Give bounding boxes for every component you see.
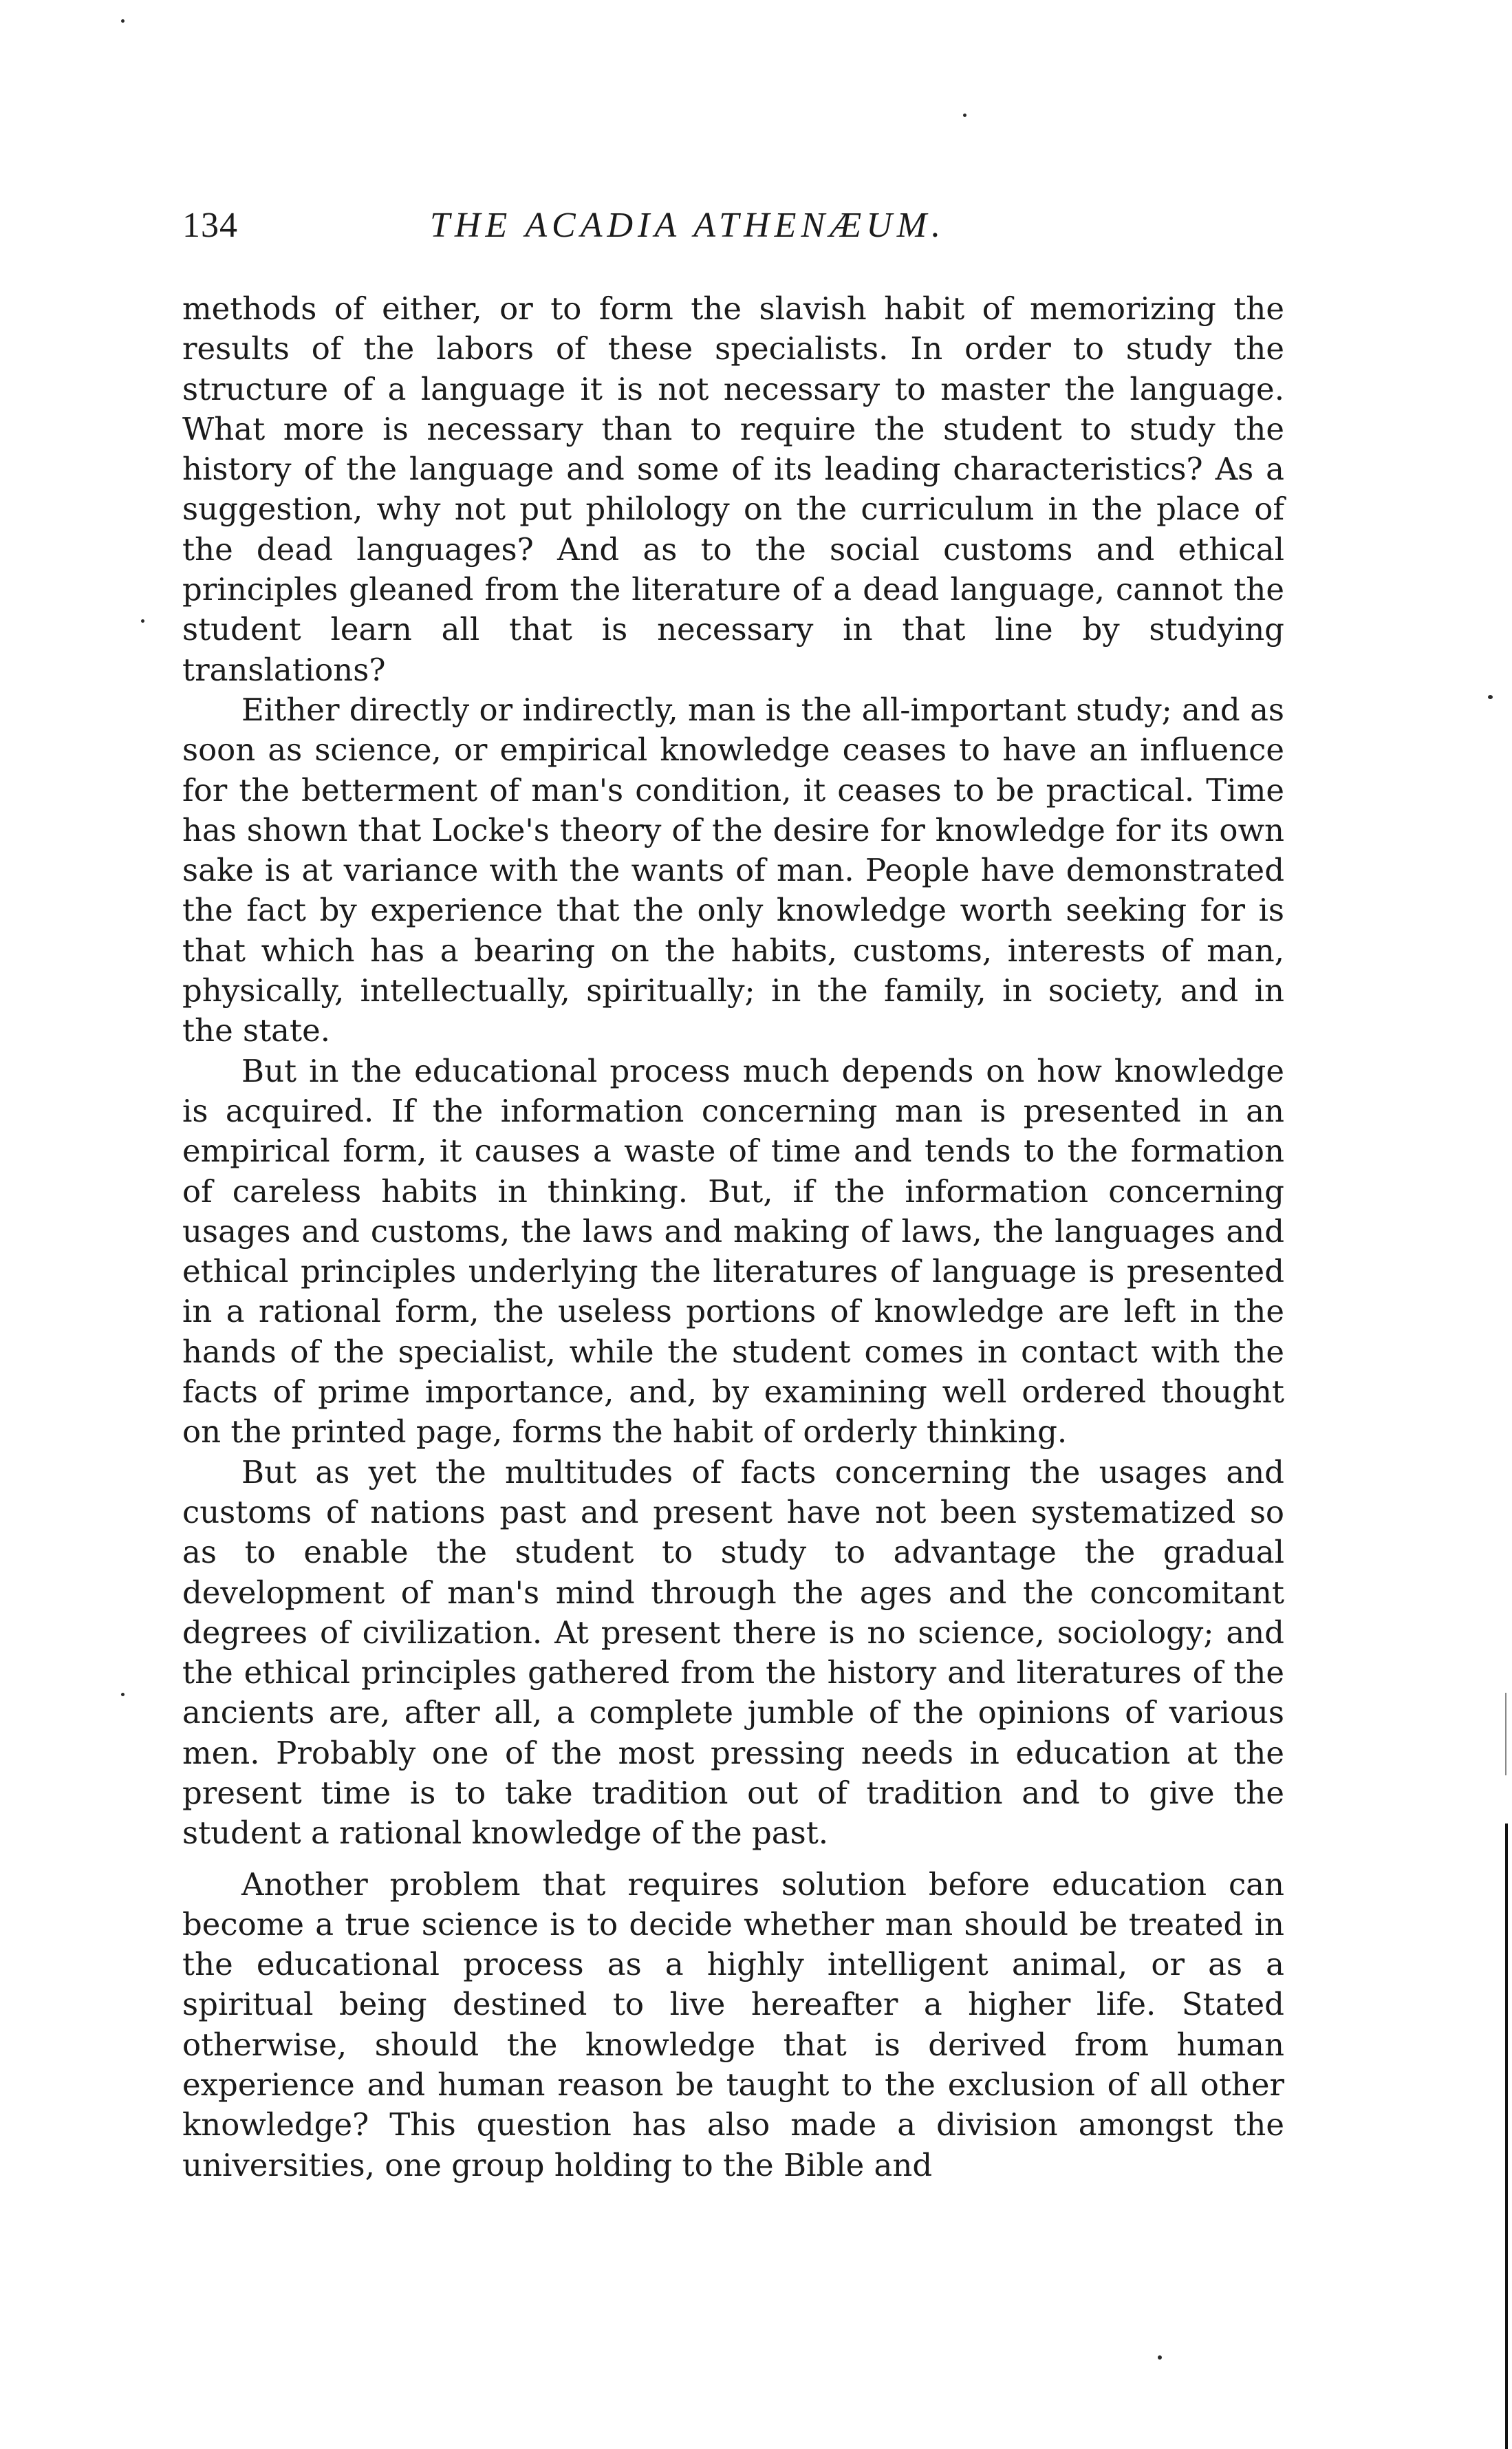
scan-speck: [141, 619, 144, 623]
scan-speck: [121, 19, 125, 23]
paragraph-1: methods of either, or to form the slavish habit of memorizing the results of the labors of these specialists. In order to study the structure of a language it is not necessary to master the language. What more is necessary than to require the student to study the history of the language and some of its leading characteristics? As a suggestion, why not put philology on the curriculum in the place of the dead languages? And as to the social customs and ethical principles gleaned from the literature of a dead language, cannot the student learn all that is necessary in that line by studying translations?: [182, 290, 1284, 688]
page-edge-line: [1505, 1693, 1506, 1775]
paragraph-3: But in the educational process much depends on how knowledge is acquired. If the information concerning man is presented in an empirical form, it causes a waste of time and tends to the formation of careless habits in thinking. But, if the information concerning usages and customs, the laws and making of laws, the languages and ethical principles underlying the literatures of language is presented in a rational form, the useless portions of knowledge are left in the hands of the specialist, while the student comes in contact with the facts of prime importance, and, by examining well ordered thought on the printed page, forms the habit of orderly thinking.: [182, 1052, 1284, 1451]
paragraph-2: Either directly or indirectly, man is the all-important study; and as soon as science, or empirical knowledge ceases to have an influence for the betterment of man's condition, it ceases to be practical. Time has shown that Locke's theory of the desire for knowledge for its own sake is at variance with the wants of man. People have demonstrated the fact by experience that the only knowledge worth seeking for is that which has a bearing on the habits, customs, interests of man, physically, intellectually, spiritually; in the family, in society, and in the state.: [182, 691, 1284, 1049]
scan-speck: [1488, 695, 1493, 699]
page-number: 134: [182, 206, 238, 245]
running-title: THE ACADIA ATHENÆUM.: [430, 206, 946, 245]
scan-speck: [1158, 2355, 1162, 2360]
article-body: [182, 289, 1284, 2185]
scan-speck: [963, 114, 966, 117]
scan-speck: [121, 1693, 125, 1696]
page-header: [182, 205, 1283, 253]
paragraph-5: Another problem that requires solution before education can become a true science is to decide whether man should be treated in the educational process as a highly intelligent animal, or as a spiritual being destined to live hereafter a higher life. Stated otherwise, should the knowledge that is derived from human experience and human reason be taught to the exclusion of all other knowledge? This question has also made a division amongst the universities, one group holding to the Bible and: [182, 1865, 1284, 2183]
page-edge-line: [1505, 1824, 1508, 2449]
paragraph-4: But as yet the multitudes of facts concerning the usages and customs of nations past and present have not been systematized so as to enable the student to study to advantage the gradual development of man's mind through the ages and the concomitant degrees of civilization. At present there is no science, sociology; and the ethical principles gathered from the history and literatures of the ancients are, after all, a complete jumble of the opinions of various men. Probably one of the most pressing needs in education at the present time is to take tradition out of tradition and to give the student a rational knowledge of the past.: [182, 1453, 1284, 1852]
